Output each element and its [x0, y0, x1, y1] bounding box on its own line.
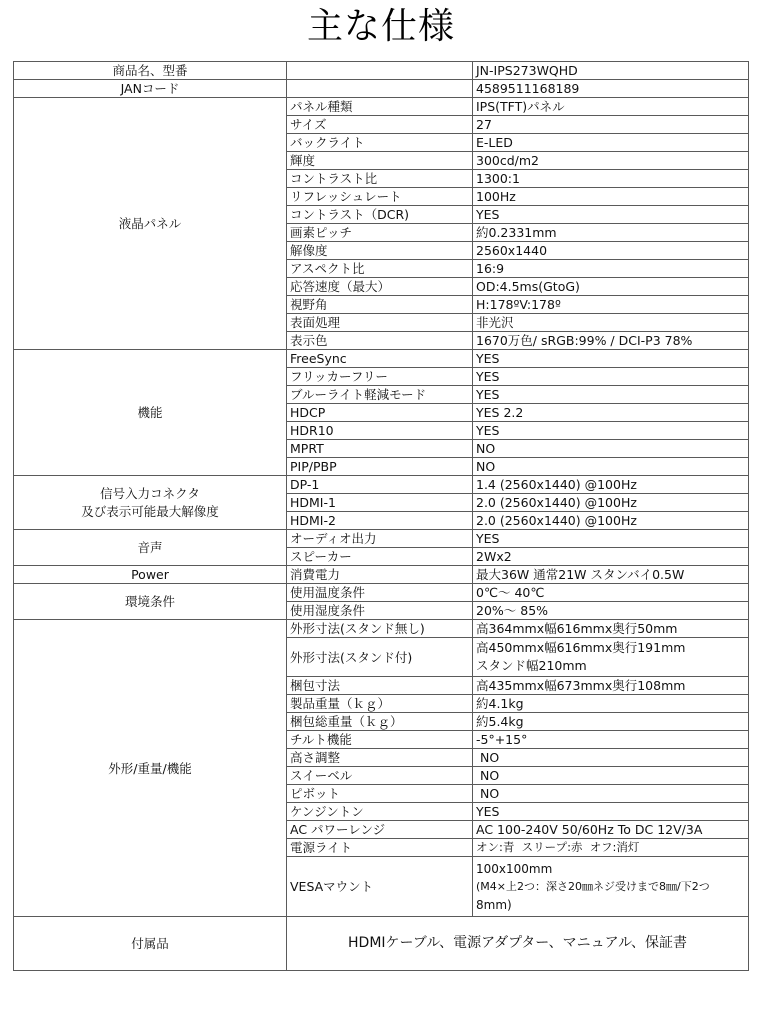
spec-value: NO [473, 749, 749, 767]
spec-item: PIP/PBP [287, 458, 473, 476]
value-line: 8mm) [476, 897, 512, 912]
spec-value: OD:4.5ms(GtoG) [473, 278, 749, 296]
spec-item: コントラスト（DCR) [287, 206, 473, 224]
spec-item: VESAマウント [287, 857, 473, 917]
category-physical: 外形/重量/機能 [14, 620, 287, 917]
spec-value: 高435mmx幅673mmx奥行108mm [473, 677, 749, 695]
table-row [14, 530, 749, 548]
value-line: 100x100mm [476, 861, 553, 876]
spec-value: 最大36W 通常21W スタンバイ0.5W [473, 566, 749, 584]
spec-item: ピボット [287, 785, 473, 803]
spec-item: 梱包総重量（ｋｇ） [287, 713, 473, 731]
spec-value: 300cd/m2 [473, 152, 749, 170]
spec-item: 外形寸法(スタンド無し) [287, 620, 473, 638]
spec-value: NO [473, 767, 749, 785]
spec-item: MPRT [287, 440, 473, 458]
value-line: (M4×上2つ：深さ20㎜ネジ受けまで8㎜/下2つ [476, 879, 710, 893]
spec-value: NO [473, 458, 749, 476]
spec-item: DP-1 [287, 476, 473, 494]
spec-value: オン:青 スリープ:赤 オフ:消灯 [473, 839, 749, 857]
spec-value: 非光沢 [473, 314, 749, 332]
spec-item: 高さ調整 [287, 749, 473, 767]
table-row [14, 350, 749, 368]
table-row-jan-code [14, 80, 749, 98]
spec-item: 梱包寸法 [287, 677, 473, 695]
spec-value: 1300:1 [473, 170, 749, 188]
spec-item: 電源ライト [287, 839, 473, 857]
spec-value: IPS(TFT)パネル [473, 98, 749, 116]
spec-item: 製品重量（ｋｇ） [287, 695, 473, 713]
spec-item: 外形寸法(スタンド付) [287, 638, 473, 677]
accessories-value: HDMIケーブル、電源アダプター、マニュアル、保証書 [287, 917, 749, 971]
spec-item: パネル種類 [287, 98, 473, 116]
value-line: 高450mmx幅616mmx奥行191mm [476, 640, 686, 655]
category-line: 信号入力コネクタ [100, 485, 200, 501]
spec-item: HDR10 [287, 422, 473, 440]
spec-item: ブルーライト軽減モード [287, 386, 473, 404]
empty-cell [287, 62, 473, 80]
spec-value: -5°+15° [473, 731, 749, 749]
spec-item: 解像度 [287, 242, 473, 260]
table-row [14, 476, 749, 494]
spec-table [13, 61, 749, 971]
spec-value: YES [473, 206, 749, 224]
spec-item: オーディオ出力 [287, 530, 473, 548]
value-jan-code: 4589511168189 [473, 80, 749, 98]
spec-value: 約0.2331mm [473, 224, 749, 242]
spec-value: NO [473, 785, 749, 803]
spec-value: H:178ºV:178º [473, 296, 749, 314]
spec-value: NO [473, 440, 749, 458]
spec-item: チルト機能 [287, 731, 473, 749]
spec-item: 消費電力 [287, 566, 473, 584]
category-features: 機能 [14, 350, 287, 476]
spec-item: AC パワーレンジ [287, 821, 473, 839]
spec-value: 1.4 (2560x1440) @100Hz [473, 476, 749, 494]
table-row [14, 620, 749, 638]
spec-value: YES [473, 803, 749, 821]
spec-item: HDMI-2 [287, 512, 473, 530]
spec-item: サイズ [287, 116, 473, 134]
spec-item: コントラスト比 [287, 170, 473, 188]
spec-value: 0℃～ 40℃ [473, 584, 749, 602]
category-input-connectors [14, 476, 287, 530]
spec-item: バックライト [287, 134, 473, 152]
empty-cell [287, 80, 473, 98]
spec-item: アスペクト比 [287, 260, 473, 278]
page-title: 主な仕様 [306, 6, 455, 47]
spec-value: 高364mmx幅616mmx奥行50mm [473, 620, 749, 638]
table-row-product-name [14, 62, 749, 80]
table-row [14, 98, 749, 116]
spec-value: YES [473, 422, 749, 440]
spec-item: 使用温度条件 [287, 584, 473, 602]
spec-item: 画素ピッチ [287, 224, 473, 242]
spec-item: FreeSync [287, 350, 473, 368]
spec-item: 使用湿度条件 [287, 602, 473, 620]
category-environment: 環境条件 [14, 584, 287, 620]
spec-item: HDMI-1 [287, 494, 473, 512]
spec-value: 16:9 [473, 260, 749, 278]
value-product-name: JN-IPS273WQHD [473, 62, 749, 80]
spec-value: YES [473, 386, 749, 404]
spec-value: 約4.1kg [473, 695, 749, 713]
spec-item: リフレッシュレート [287, 188, 473, 206]
spec-item: 輝度 [287, 152, 473, 170]
spec-item: スイーベル [287, 767, 473, 785]
spec-value: AC 100-240V 50/60Hz To DC 12V/3A [473, 821, 749, 839]
spec-item: 表示色 [287, 332, 473, 350]
spec-value [473, 638, 749, 677]
spec-item: 応答速度（最大） [287, 278, 473, 296]
spec-value: 2.0 (2560x1440) @100Hz [473, 512, 749, 530]
spec-value: E-LED [473, 134, 749, 152]
spec-value: 2Wx2 [473, 548, 749, 566]
category-accessories: 付属品 [14, 917, 287, 971]
category-line: 及び表示可能最大解像度 [81, 503, 219, 519]
label-product-name: 商品名、型番 [14, 62, 287, 80]
spec-value [473, 857, 749, 917]
spec-item: ケンジントン [287, 803, 473, 821]
spec-item: 表面処理 [287, 314, 473, 332]
spec-value: 2.0 (2560x1440) @100Hz [473, 494, 749, 512]
spec-value: 約5.4kg [473, 713, 749, 731]
spec-value: 100Hz [473, 188, 749, 206]
spec-value: 20%～ 85% [473, 602, 749, 620]
spec-value: YES [473, 368, 749, 386]
spec-value: YES [473, 530, 749, 548]
spec-value: 1670万色/ sRGB:99% / DCI-P3 78% [473, 332, 749, 350]
value-line: スタンド幅210mm [476, 658, 587, 673]
table-row [14, 584, 749, 602]
category-lcd-panel: 液晶パネル [14, 98, 287, 350]
spec-value: 2560x1440 [473, 242, 749, 260]
category-power: Power [14, 566, 287, 584]
spec-item: HDCP [287, 404, 473, 422]
table-row-accessories [14, 917, 749, 971]
spec-item: 視野角 [287, 296, 473, 314]
spec-value: YES [473, 350, 749, 368]
spec-value: 27 [473, 116, 749, 134]
label-jan-code: JANコード [14, 80, 287, 98]
table-row [14, 566, 749, 584]
spec-item: フリッカーフリー [287, 368, 473, 386]
spec-item: スピーカー [287, 548, 473, 566]
category-audio: 音声 [14, 530, 287, 566]
spec-value: YES 2.2 [473, 404, 749, 422]
